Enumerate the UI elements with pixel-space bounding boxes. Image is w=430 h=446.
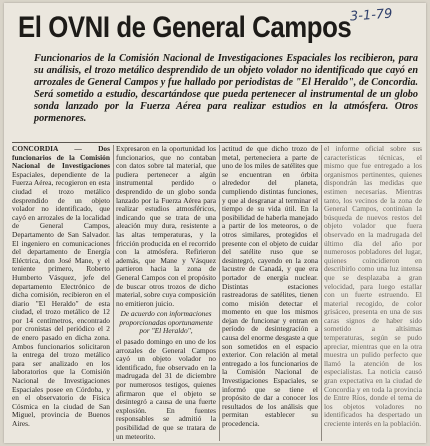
article-column-4 <box>324 145 422 441</box>
handwritten-date: 3-1-79 <box>349 6 393 25</box>
column-2-tail: el pasado domingo en uno de los arrozales de General Campos cayó un objeto volador no identificado, fue observado en la madrugada del 31 de diciembre por numerosos testigos, quienes afirmaron que el objeto se desintegró a causa de una fuerte explosión. En fuentes responsables se admitió la posibilidad de que se tratara de un meteorito. <box>116 337 216 441</box>
column-4-text: el informe oficial sobre sus características técnicas, el mismo que fue entregado a los organismos pertinentes, quienes dispondrán las medidas que estimen necesarias. Mientras tanto, los vecinos de la zona de General Campos, continúan la búsqueda de nuevos restos del objeto volador que fuera observado en la madrugada del último día del año por numerosos pobladores del lugar, quienes coincidieron en describirlo como una luz intensa que se desplazaba a gran velocidad, para luego estallar con un fuerte estruendo. El material recogido, de color grisáceo, presenta en una de sus caras signos de haber sido sometido a altísimas temperaturas, según se pudo apreciar, mientras que en la otra muestra un pulido perfecto que llamó la atención de los especialistas. La noticia causó gran expectativa en la ciudad de Concordia y en toda la provincia de Entre Ríos, donde el tema de los objetos voladores no identificados ha despertado un creciente interés en la población. <box>324 145 422 428</box>
column-3-text: actitud de que dicho trozo de metal, perteneciera a parte de uno de los miles de satélites que se encuentran en órbita alrededor del planeta, cumpliendo distintas funciones, y que al desgranar al terminar el tiempo de su vida útil. En la posibilidad de haberla manejado a partir de los meteoros, o de otros similares, protegidos el presente con el objeto de cuidar del satélite ruso que se desintegró, cayendo en la zona lacustre de Canadá, y que era portador de energía nuclear. Distintas estaciones rastreadoras de satélites, tienen como misión detectar el momento en que los mismos dejan de funcionar y entran en período de desintegración a causa del enorme desgaste a que son sometidos en el espacio exterior. Con relación al metal entregado a los funcionarios de la Comisión Nacional de Investigaciones Espaciales, se informó que se tiene el propósito de dar a conocer los resultados de los análisis que permitan establecer su procedencia. <box>222 145 318 428</box>
divider-rule <box>12 142 420 143</box>
column-separator <box>321 145 322 441</box>
article-column-3 <box>222 145 318 441</box>
article-column-1 <box>12 145 110 441</box>
column-separator <box>113 145 114 441</box>
column-2-subhead: De acuerdo con informaciones proporcionadas oportunamente por "El Heraldo", <box>119 309 213 336</box>
dateline-lead: CONCORDIA — Dos funcionarios de la Comisión Nacional de Investigaciones <box>12 145 110 171</box>
headline: El OVNI de General Campos <box>18 11 352 44</box>
deck-summary: Funcionarios de la Comisión Nacional de Investigaciones Espaciales los recibieron, para su análisis, el trozo metálico desprendido de un objeto volador no identificado que cayó en arrozales de General Campos y fue hallado por periodistas de "El Heraldo", de Concordia. Será sometido a estudio, descartándose que pueda pertenecer al instrumental de un globo sonda lanzado por la Fuerza Aérea para realizar estudios en la atmósfera. Otros pormenores. <box>34 53 418 124</box>
newspaper-clipping <box>4 3 426 443</box>
column-separator <box>219 145 220 441</box>
column-2-text: Expresaron en la oportunidad los funcionarios, que no contaban con datos sobre tal material, que pudiera pertenecer a algún instrumental perdido o desprendido de un globo sonda lanzado por la Fuerza Aérea para realizar estudios atmosféricos, indicando que se trata de una aleación muy dura, resistente a las altas temperaturas, y la fricción producida en el recorrido con la atmósfera. Refirieron además, que Mane y Vásquez partieron hacia la zona de General Campos con el propósito de buscar otros trozos de dicho material, sobre cuya composición no emitieron juicio. <box>116 145 216 308</box>
column-1-text: Espaciales, dependiente de la Fuerza Aérea, recogieron en esta ciudad el trozo metálico desprendido de un objeto volador no identificado, que cayó en arrozales de la localidad de General Campos, Departamento de San Salvador. El ingeniero en comunicaciones del departamento de Energía Eléctrica, don José Mane, y el teniente primero, Roberto Humberto Vásquez, jefe del departamento Electrónico de dicha comisión, recibieron en el diario "El Heraldo" de esta ciudad, el trozo metálico de 12 por 14 centímetros, encontrado por cronistas del periódico el 2 de enero pasado en dicha zona. Ambos funcionarios solicitaron la entrega del trozo metálico para ser analizado en los laboratorios que la Comisión Nacional de Investigaciones Espaciales posee en Córdoba, y en el observatorio de Física Cósmica en la ciudad de San Miguel, provincia de Buenos Aires. <box>12 169 110 428</box>
article-column-2 <box>116 145 216 441</box>
